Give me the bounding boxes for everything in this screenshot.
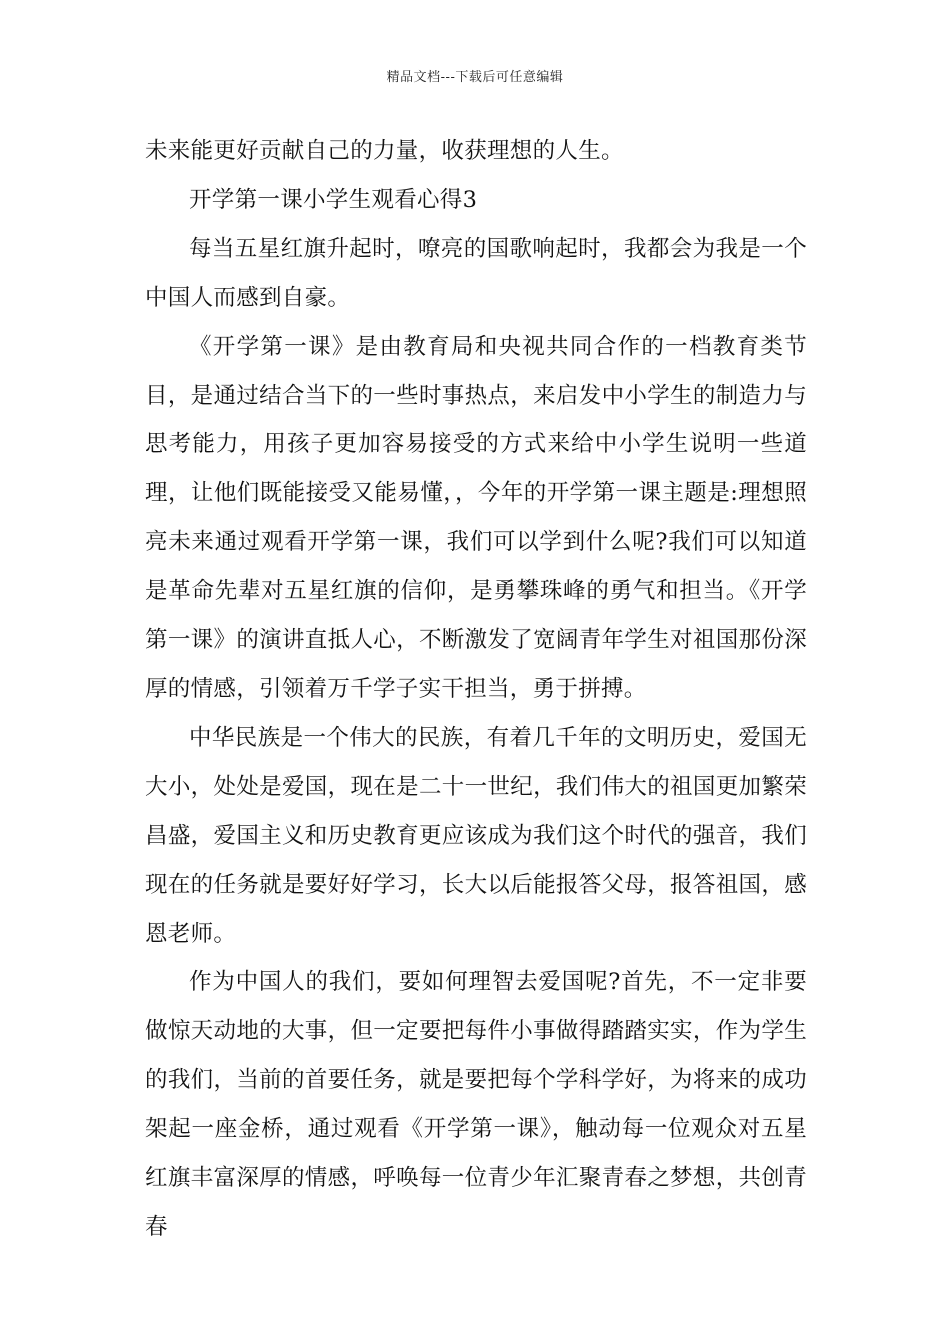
section-heading: 开学第一课小学生观看心得3 (189, 186, 478, 213)
paragraph: 中华民族是一个伟大的民族，有着几千年的文明历史，爱国无大小，处处是爱国，现在是二十一世纪，我们伟大的祖国更加繁荣昌盛，爱国主义和历史教育更应该成为我们这个时代的强音，我们现在的任务就是要好好学习，长大以后能报答父母，报答祖国，感恩老师。 (145, 724, 807, 947)
paragraph-continuation: 未来能更好贡献自己的力量，收获理想的人生。 (145, 138, 624, 164)
paragraph: 每当五星红旗升起时，嘹亮的国歌响起时，我都会为我是一个中国人而感到自豪。 (145, 235, 807, 311)
document-body (145, 127, 807, 1252)
paragraph: 作为中国人的我们，要如何理智去爱国呢?首先，不一定非要做惊天动地的大事，但一定要把每件小事做得踏踏实实，作为学生的我们，当前的首要任务，就是要把每个学科学好，为将来的成功架起一座金桥，通过观看《开学第一课》，触动每一位观众对五星红旗丰富深厚的情感，呼唤每一位青少年汇聚青春之梦想，共创青春 (145, 969, 807, 1240)
paragraph: 《开学第一课》是由教育局和央视共同合作的一档教育类节目，是通过结合当下的一些时事热点，来启发中小学生的制造力与思考能力，用孩子更加容易接受的方式来给中小学生说明一些道理，让他们既能接受又能易懂，，今年的开学第一课主题是:理想照亮未来通过观看开学第一课，我们可以学到什么呢?我们可以知道是革命先辈对五星红旗的信仰，是勇攀珠峰的勇气和担当。《开学第一课》的演讲直抵人心，不断激发了宽阔青年学生对祖国那份深厚的情感，引领着万千学子实干担当，勇于拼搏。 (145, 333, 807, 702)
page-header: 精品文档---下载后可任意编辑 (386, 70, 564, 85)
